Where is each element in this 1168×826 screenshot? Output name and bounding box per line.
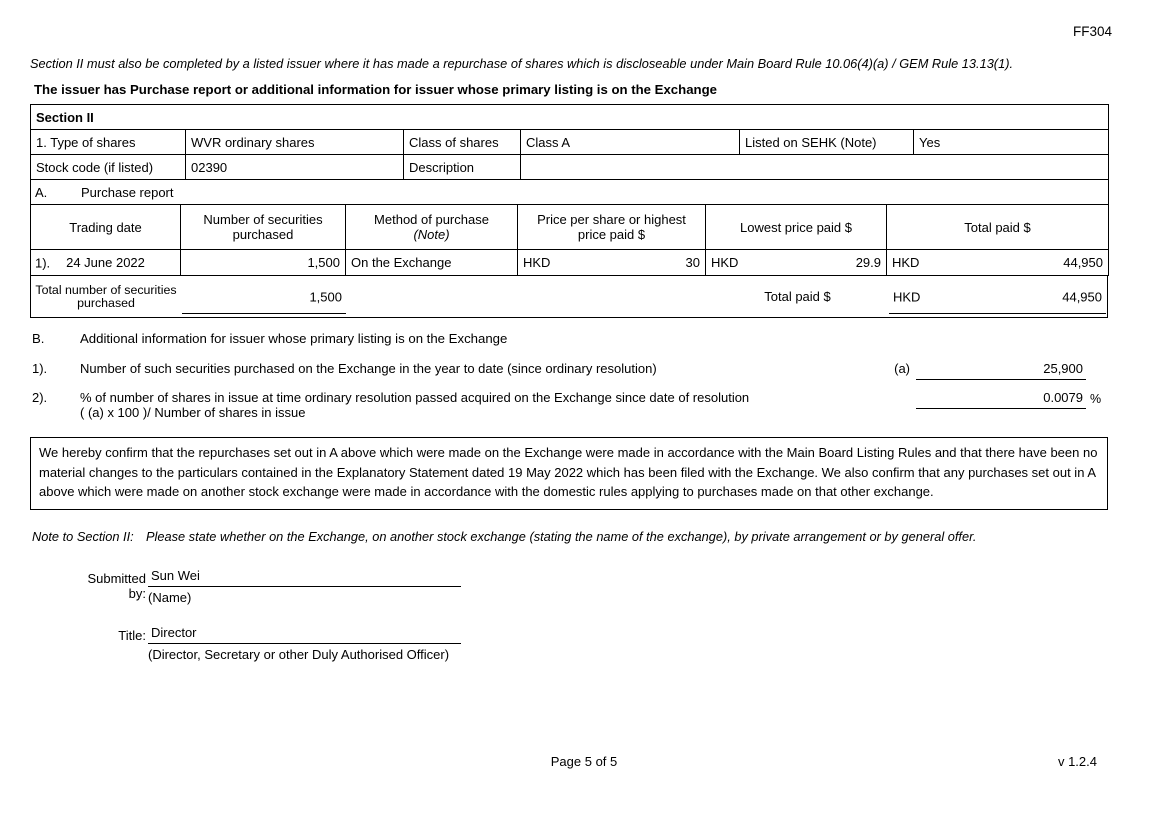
- title-label: Title:: [118, 628, 146, 643]
- section-b-title: Additional information for issuer whose primary listing is on the Exchange: [80, 331, 508, 346]
- title-value: Director: [148, 625, 461, 644]
- trading-date-cell: [31, 250, 181, 276]
- col-number-purchased: Number of securities purchased: [181, 205, 346, 250]
- col-trading-date: Trading date: [31, 205, 181, 250]
- item2-index: 2).: [32, 390, 48, 405]
- item2-text-line2: ( (a) x 100 )/ Number of shares in issue: [80, 405, 306, 420]
- listed-on-sehk-label: Listed on SEHK (Note): [740, 130, 914, 155]
- totals-amount: 44,950: [1062, 289, 1102, 304]
- item2-text: [80, 390, 916, 420]
- confirmation-box: We hereby confirm that the repurchases set out in A above which were made on the Exchange were made in accordance with the Main Board Listing Rules and that there have been no material changes to the particulars contained in the Explanatory Statement dated 19 May 2022 which has been filed with the Exchange. We also confirm that any purchases set out in A above which were made on another stock exchange were made in accordance with the domestic rules applying to purchases made on that other exchange.: [30, 437, 1108, 510]
- price-high-cell: [518, 250, 706, 276]
- listed-on-sehk-value: Yes: [914, 130, 1109, 155]
- col-method-label: Method of purchase: [374, 212, 489, 227]
- purchase-totals-row: [30, 276, 1108, 318]
- purchase-report-table: [30, 204, 1109, 276]
- stock-code-label: Stock code (if listed): [31, 155, 186, 180]
- version-label: v 1.2.4: [1057, 754, 1097, 769]
- section2-block: [30, 104, 1108, 318]
- totals-paid-field: [888, 276, 1107, 317]
- totals-number: 1,500: [309, 289, 342, 304]
- intro-note: Section II must also be completed by a listed issuer where it has made a repurchase of shares which is discloseable under Main Board Rule 10.06(4)(a) / GEM Rule 13.13(1).: [30, 56, 1014, 71]
- item1-index: 1).: [32, 361, 48, 376]
- section-a-heading: [31, 180, 1109, 205]
- class-of-shares-value: Class A: [521, 130, 740, 155]
- row-index: 1).: [35, 255, 51, 270]
- section-a-index: A.: [35, 184, 48, 200]
- col-method: [346, 205, 518, 250]
- total-paid-value: 44,950: [1063, 255, 1103, 270]
- totals-label: Total number of securities purchased: [35, 282, 177, 310]
- totals-amount-underline: [889, 313, 1106, 314]
- section-b-heading: [30, 331, 1108, 346]
- price-low-value: 29.9: [855, 255, 881, 270]
- total-paid-currency: HKD: [892, 255, 920, 270]
- title-field: [148, 625, 461, 662]
- col-price-low: Lowest price paid $: [706, 205, 887, 250]
- section-b-item-2: [30, 390, 1108, 420]
- price-high-value: 30: [685, 255, 700, 270]
- type-of-shares-label: 1. Type of shares: [31, 130, 186, 155]
- section-b-index: B.: [32, 331, 45, 346]
- section-a-title: Purchase report: [81, 184, 174, 200]
- number-purchased-cell: 1,500: [181, 250, 346, 276]
- item1-ref: (a): [894, 361, 910, 376]
- description-value: [521, 155, 1109, 180]
- item1-text: Number of such securities purchased on the Exchange in the year to date (since ordinary resolution): [80, 361, 657, 376]
- item1-unit: [1086, 361, 1108, 363]
- page-title: The issuer has Purchase report or additional information for issuer whose primary listing is on the Exchange: [34, 82, 717, 97]
- totals-number-field: [181, 276, 347, 317]
- method-cell: On the Exchange: [346, 250, 518, 276]
- section-b-item-1: [30, 361, 1108, 380]
- note-to-section-ii: [32, 529, 1142, 544]
- col-price-high: Price per share or highest price paid $: [518, 205, 706, 250]
- price-high-currency: HKD: [523, 255, 551, 270]
- section2-title: Section II: [31, 105, 1109, 130]
- page-number: Page 5 of 5: [550, 754, 618, 769]
- submitted-by-caption: (Name): [148, 590, 192, 605]
- item2-value: 0.0079: [916, 390, 1086, 409]
- totals-currency: HKD: [893, 289, 921, 304]
- title-row: [68, 625, 461, 662]
- purchase-header-row: [31, 205, 1109, 250]
- item2-text-line1: % of number of shares in issue at time ordinary resolution passed acquired on the Exchange since date of resolution: [80, 390, 750, 405]
- total-paid-cell: [887, 250, 1109, 276]
- submitted-by-field: [148, 568, 461, 605]
- note-text: Please state whether on the Exchange, on another stock exchange (stating the name of the exchange), by private arrangement or by general offer.: [146, 529, 977, 544]
- form-code: FF304: [1072, 24, 1112, 39]
- trading-date-value: 24 June 2022: [66, 255, 145, 270]
- title-caption: (Director, Secretary or other Duly Authorised Officer): [148, 647, 450, 662]
- item2-unit: %: [1090, 392, 1102, 406]
- totals-number-underline: [182, 313, 346, 314]
- stock-code-value: 02390: [186, 155, 404, 180]
- type-of-shares-value: WVR ordinary shares: [186, 130, 404, 155]
- submitted-by-label: Submitted by:: [87, 571, 146, 601]
- price-low-cell: [706, 250, 887, 276]
- purchase-row: [31, 250, 1109, 276]
- col-total-paid: Total paid $: [887, 205, 1109, 250]
- description-label: Description: [404, 155, 521, 180]
- class-of-shares-label: Class of shares: [404, 130, 521, 155]
- submitted-by-name: Sun Wei: [148, 568, 461, 587]
- price-low-currency: HKD: [711, 255, 739, 270]
- col-method-note: (Note): [413, 227, 450, 242]
- submitted-by-row: [68, 568, 461, 605]
- section-b-block: [30, 331, 1108, 420]
- item1-value: 25,900: [916, 361, 1086, 380]
- totals-paid-label: Total paid $: [764, 289, 831, 304]
- signature-block: [68, 568, 461, 662]
- note-label: Note to Section II:: [32, 529, 134, 544]
- section2-table: [30, 104, 1109, 205]
